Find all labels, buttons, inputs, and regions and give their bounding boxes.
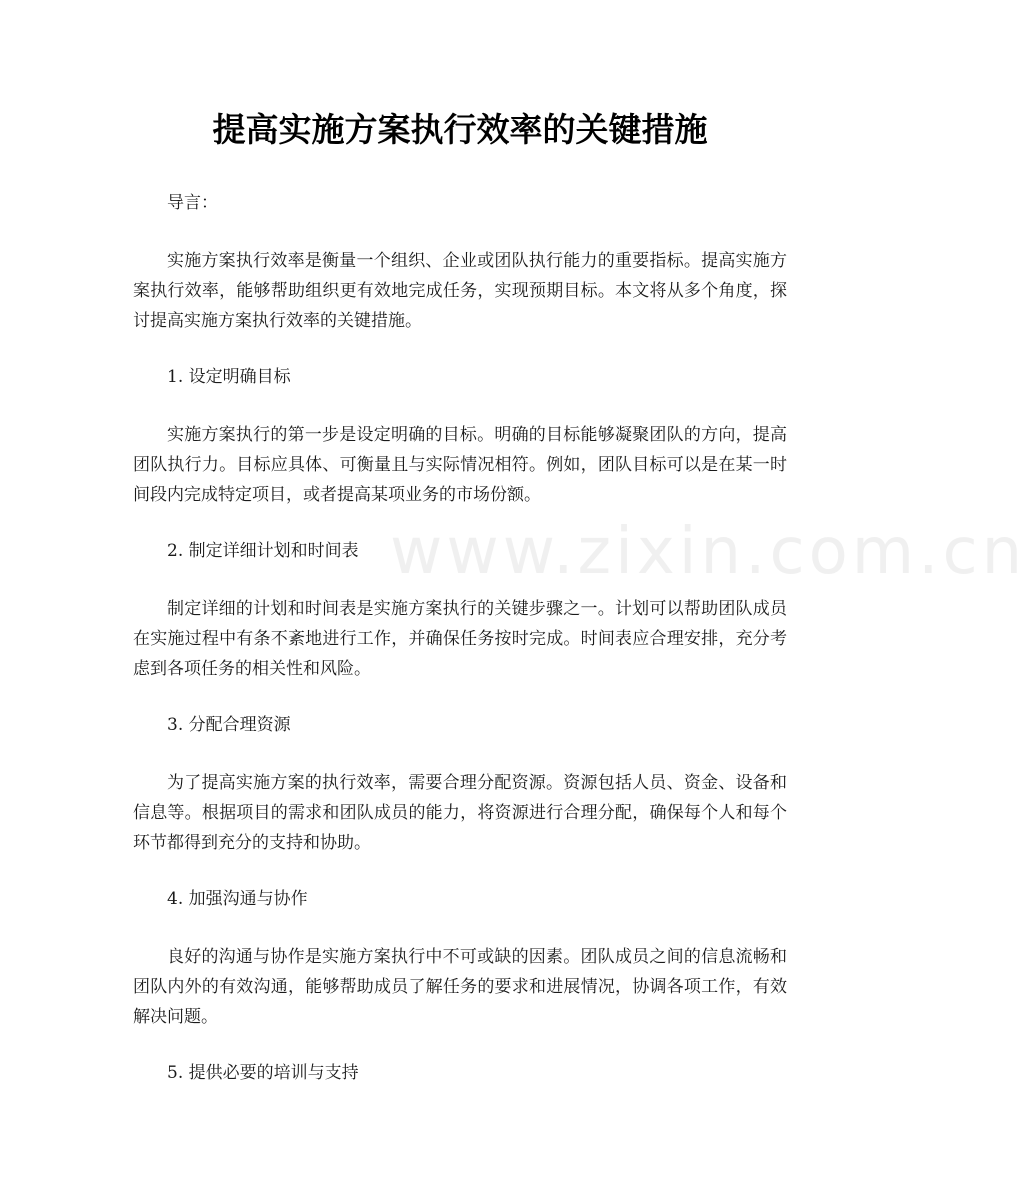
- intro-label: 导言：: [167, 193, 218, 213]
- section-body-1: 实施方案执行的第一步是设定明确的目标。明确的目标能够凝聚团队的方向，提高团队执行力。目标应具体、可衡量且与实际情况相符。例如，团队目标可以是在某一时间段内完成特定项目，或者提高某项业务的市场份额。: [133, 425, 787, 505]
- watermark: www.zixin.com.cn: [390, 515, 1026, 589]
- section-body-2: 制定详细的计划和时间表是实施方案执行的关键步骤之一。计划可以帮助团队成员在实施过程中有条不紊地进行工作，并确保任务按时完成。时间表应合理安排，充分考虑到各项任务的相关性和风险。: [133, 599, 787, 679]
- section-heading-3: 3. 分配合理资源: [167, 715, 291, 735]
- section-heading-5: 5. 提供必要的培训与支持: [167, 1063, 359, 1083]
- document-body: [133, 188, 787, 1088]
- section-body-4: 良好的沟通与协作是实施方案执行中不可或缺的因素。团队成员之间的信息流畅和团队内外的有效沟通，能够帮助成员了解任务的要求和进展情况，协调各项工作，有效解决问题。: [133, 947, 787, 1027]
- section-heading-1: 1. 设定明确目标: [167, 367, 291, 387]
- section-body-3: 为了提高实施方案的执行效率，需要合理分配资源。资源包括人员、资金、设备和信息等。根据项目的需求和团队成员的能力，将资源进行合理分配，确保每个人和每个环节都得到充分的支持和协助。: [133, 773, 787, 853]
- intro-paragraph: 实施方案执行效率是衡量一个组织、企业或团队执行能力的重要指标。提高实施方案执行效率，能够帮助组织更有效地完成任务，实现预期目标。本文将从多个角度，探讨提高实施方案执行效率的关键措施。: [133, 251, 787, 331]
- section-heading-2: 2. 制定详细计划和时间表: [167, 541, 359, 561]
- document-title: 提高实施方案执行效率的关键措施: [212, 110, 708, 149]
- section-heading-4: 4. 加强沟通与协作: [167, 889, 308, 909]
